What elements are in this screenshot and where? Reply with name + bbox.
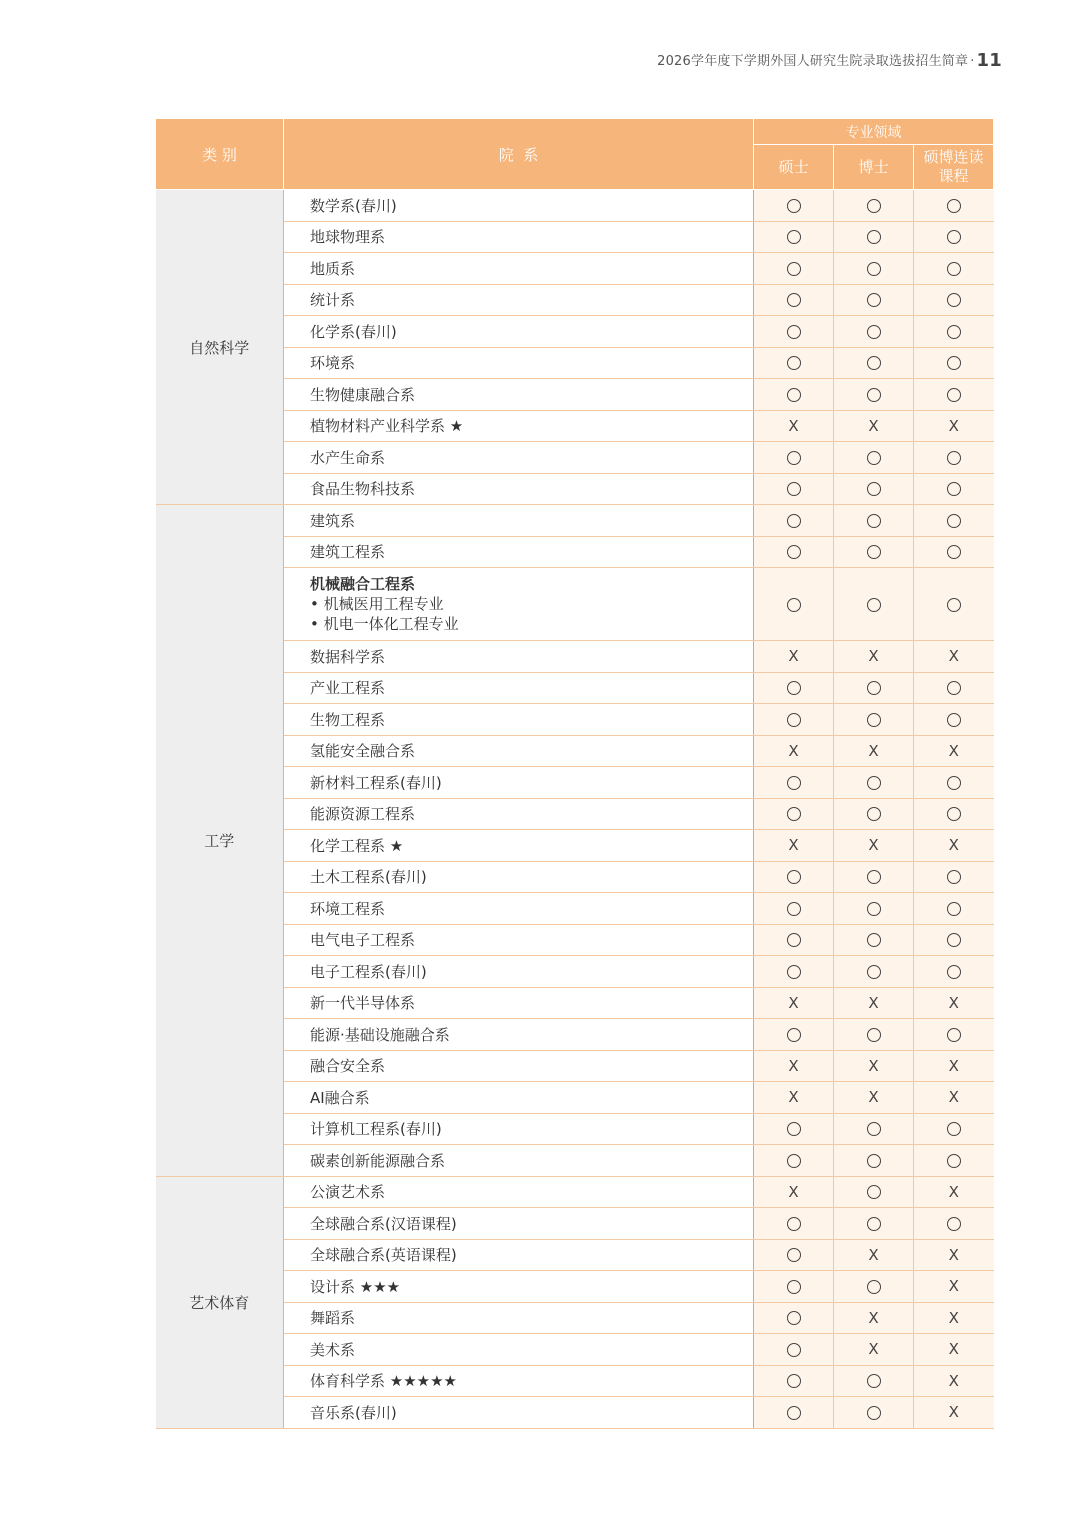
combined-availability — [914, 505, 994, 537]
cross-mark: X — [788, 993, 799, 1012]
master-availability — [754, 221, 834, 253]
cross-mark: X — [948, 1245, 959, 1264]
master-availability — [754, 1271, 834, 1303]
doctor-availability — [834, 1019, 914, 1051]
cross-mark: X — [948, 1088, 959, 1107]
table-row — [156, 1176, 994, 1208]
doctor-availability — [834, 1208, 914, 1240]
circle-mark-icon — [867, 545, 881, 559]
major-item: • 机械医用工程专业 — [310, 595, 444, 613]
cross-mark: X — [948, 1277, 959, 1296]
circle-mark-icon — [787, 902, 801, 916]
circle-mark-icon — [867, 1185, 881, 1199]
department-cell: 能源资源工程系 — [284, 798, 754, 830]
combined-availability — [914, 1082, 994, 1114]
circle-mark-icon — [947, 388, 961, 402]
cross-mark: X — [788, 836, 799, 855]
cross-mark: X — [788, 1088, 799, 1107]
master-availability — [754, 253, 834, 285]
department-cell: 统计系 — [284, 284, 754, 316]
document-title: 2026学年度下学期外国人研究生院录取选拔招生简章 — [657, 54, 969, 69]
combined-availability — [914, 1176, 994, 1208]
cross-mark: X — [948, 416, 959, 435]
department-cell: 设计系 ★★★ — [284, 1271, 754, 1303]
combined-availability — [914, 316, 994, 348]
circle-mark-icon — [947, 356, 961, 370]
circle-mark-icon — [867, 482, 881, 496]
circle-mark-icon — [867, 293, 881, 307]
cross-mark: X — [948, 741, 959, 760]
master-availability — [754, 1145, 834, 1177]
master-availability — [754, 284, 834, 316]
department-cell: 新一代半导体系 — [284, 987, 754, 1019]
master-availability — [754, 1397, 834, 1429]
doctor-availability — [834, 473, 914, 505]
combined-availability — [914, 1365, 994, 1397]
circle-mark-icon — [787, 598, 801, 612]
combined-availability — [914, 1145, 994, 1177]
circle-mark-icon — [867, 388, 881, 402]
circle-mark-icon — [787, 451, 801, 465]
combined-availability — [914, 473, 994, 505]
department-cell: 新材料工程系(春川) — [284, 767, 754, 799]
circle-mark-icon — [787, 1217, 801, 1231]
cross-mark: X — [948, 1340, 959, 1359]
circle-mark-icon — [787, 965, 801, 979]
doctor-availability — [834, 1365, 914, 1397]
circle-mark-icon — [947, 1028, 961, 1042]
doctor-availability — [834, 1271, 914, 1303]
circle-mark-icon — [867, 807, 881, 821]
category-cell: 自然科学 — [156, 190, 284, 505]
circle-mark-icon — [787, 1343, 801, 1357]
page-number: 11 — [976, 50, 1002, 71]
circle-mark-icon — [787, 514, 801, 528]
circle-mark-icon — [947, 933, 961, 947]
department-cell: 环境系 — [284, 347, 754, 379]
circle-mark-icon — [787, 482, 801, 496]
master-availability — [754, 442, 834, 474]
combined-availability — [914, 442, 994, 474]
cross-mark: X — [868, 1056, 879, 1075]
circle-mark-icon — [867, 1406, 881, 1420]
circle-mark-icon — [787, 807, 801, 821]
doctor-availability — [834, 316, 914, 348]
doctor-availability — [834, 1239, 914, 1271]
circle-mark-icon — [867, 356, 881, 370]
master-availability — [754, 924, 834, 956]
department-cell: 建筑工程系 — [284, 536, 754, 568]
department-cell: 化学工程系 ★ — [284, 830, 754, 862]
doctor-availability — [834, 1145, 914, 1177]
circle-mark-icon — [787, 262, 801, 276]
circle-mark-icon — [867, 870, 881, 884]
doctor-availability — [834, 641, 914, 673]
page-header — [657, 50, 1002, 71]
circle-mark-icon — [787, 1406, 801, 1420]
circle-mark-icon — [947, 293, 961, 307]
circle-mark-icon — [787, 1311, 801, 1325]
circle-mark-icon — [867, 1217, 881, 1231]
master-availability — [754, 956, 834, 988]
doctor-availability — [834, 505, 914, 537]
cross-mark: X — [868, 416, 879, 435]
doctor-availability — [834, 536, 914, 568]
department-cell: 土木工程系(春川) — [284, 861, 754, 893]
department-cell: 全球融合系(汉语课程) — [284, 1208, 754, 1240]
department-cell: 电气电子工程系 — [284, 924, 754, 956]
doctor-availability — [834, 735, 914, 767]
doctor-availability — [834, 1176, 914, 1208]
department-cell: 音乐系(春川) — [284, 1397, 754, 1429]
department-cell: 碳素创新能源融合系 — [284, 1145, 754, 1177]
master-availability — [754, 379, 834, 411]
master-availability — [754, 893, 834, 925]
master-availability — [754, 1113, 834, 1145]
circle-mark-icon — [947, 1217, 961, 1231]
master-availability — [754, 987, 834, 1019]
master-availability — [754, 410, 834, 442]
master-availability — [754, 1050, 834, 1082]
doctor-availability — [834, 672, 914, 704]
combined-column-header: 硕博连读 课程 — [914, 145, 994, 190]
doctor-availability — [834, 410, 914, 442]
circle-mark-icon — [947, 545, 961, 559]
department-cell: 氢能安全融合系 — [284, 735, 754, 767]
doctor-column-header: 博士 — [834, 145, 914, 190]
circle-mark-icon — [867, 1280, 881, 1294]
doctor-availability — [834, 924, 914, 956]
circle-mark-icon — [947, 1154, 961, 1168]
cross-mark: X — [948, 1182, 959, 1201]
cross-mark: X — [948, 836, 959, 855]
department-cell: 全球融合系(英语课程) — [284, 1239, 754, 1271]
master-availability — [754, 1208, 834, 1240]
combined-availability — [914, 672, 994, 704]
field-group-header: 专业领域 — [754, 119, 994, 145]
combined-availability — [914, 1050, 994, 1082]
doctor-availability — [834, 1082, 914, 1114]
circle-mark-icon — [787, 1028, 801, 1042]
master-availability — [754, 473, 834, 505]
table-row — [156, 505, 994, 537]
department-column-header: 院 系 — [284, 119, 754, 190]
circle-mark-icon — [947, 681, 961, 695]
circle-mark-icon — [947, 262, 961, 276]
combined-availability — [914, 253, 994, 285]
doctor-availability — [834, 379, 914, 411]
department-cell: 数学系(春川) — [284, 190, 754, 222]
department-cell: 舞蹈系 — [284, 1302, 754, 1334]
department-cell: 水产生命系 — [284, 442, 754, 474]
circle-mark-icon — [947, 1122, 961, 1136]
master-availability — [754, 767, 834, 799]
department-cell: 地球物理系 — [284, 221, 754, 253]
department-cell — [284, 568, 754, 641]
master-availability — [754, 1019, 834, 1051]
department-cell: 食品生物科技系 — [284, 473, 754, 505]
master-availability — [754, 798, 834, 830]
cross-mark: X — [868, 647, 879, 666]
department-cell: 建筑系 — [284, 505, 754, 537]
combined-availability — [914, 861, 994, 893]
circle-mark-icon — [947, 807, 961, 821]
doctor-availability — [834, 1397, 914, 1429]
combined-availability — [914, 767, 994, 799]
cross-mark: X — [788, 741, 799, 760]
circle-mark-icon — [867, 1028, 881, 1042]
combined-availability — [914, 1239, 994, 1271]
doctor-availability — [834, 1050, 914, 1082]
master-availability — [754, 641, 834, 673]
doctor-availability — [834, 798, 914, 830]
circle-mark-icon — [787, 776, 801, 790]
circle-mark-icon — [947, 230, 961, 244]
combined-availability — [914, 1208, 994, 1240]
combined-availability — [914, 410, 994, 442]
combined-availability — [914, 924, 994, 956]
department-cell: 计算机工程系(春川) — [284, 1113, 754, 1145]
combined-availability — [914, 1397, 994, 1429]
circle-mark-icon — [787, 325, 801, 339]
doctor-availability — [834, 190, 914, 222]
category-cell: 工学 — [156, 505, 284, 1177]
circle-mark-icon — [787, 1280, 801, 1294]
circle-mark-icon — [947, 870, 961, 884]
master-availability — [754, 672, 834, 704]
department-cell: 公演艺术系 — [284, 1176, 754, 1208]
doctor-availability — [834, 221, 914, 253]
master-availability — [754, 347, 834, 379]
circle-mark-icon — [867, 965, 881, 979]
combined-availability — [914, 221, 994, 253]
circle-mark-icon — [867, 325, 881, 339]
circle-mark-icon — [947, 902, 961, 916]
table-row — [156, 190, 994, 222]
doctor-availability — [834, 830, 914, 862]
combined-availability — [914, 1271, 994, 1303]
master-availability — [754, 316, 834, 348]
master-availability — [754, 1239, 834, 1271]
master-availability — [754, 1176, 834, 1208]
combined-availability — [914, 379, 994, 411]
circle-mark-icon — [787, 388, 801, 402]
doctor-availability — [834, 987, 914, 1019]
doctor-availability — [834, 442, 914, 474]
combined-availability — [914, 347, 994, 379]
circle-mark-icon — [947, 482, 961, 496]
category-column-header: 类 别 — [156, 119, 284, 190]
master-availability — [754, 1082, 834, 1114]
combined-availability — [914, 190, 994, 222]
department-cell: 化学系(春川) — [284, 316, 754, 348]
circle-mark-icon — [787, 293, 801, 307]
circle-mark-icon — [947, 514, 961, 528]
circle-mark-icon — [787, 1374, 801, 1388]
circle-mark-icon — [867, 514, 881, 528]
doctor-availability — [834, 1334, 914, 1366]
cross-mark: X — [868, 1245, 879, 1264]
combined-availability — [914, 284, 994, 316]
cross-mark: X — [948, 993, 959, 1012]
department-cell: 体育科学系 ★★★★★ — [284, 1365, 754, 1397]
circle-mark-icon — [787, 713, 801, 727]
cross-mark: X — [868, 741, 879, 760]
circle-mark-icon — [867, 230, 881, 244]
doctor-availability — [834, 956, 914, 988]
cross-mark: X — [948, 1056, 959, 1075]
circle-mark-icon — [867, 933, 881, 947]
department-cell: 电子工程系(春川) — [284, 956, 754, 988]
circle-mark-icon — [867, 1374, 881, 1388]
circle-mark-icon — [867, 713, 881, 727]
doctor-availability — [834, 893, 914, 925]
combined-availability — [914, 956, 994, 988]
master-availability — [754, 861, 834, 893]
circle-mark-icon — [947, 325, 961, 339]
department-cell: 美术系 — [284, 1334, 754, 1366]
combined-availability — [914, 704, 994, 736]
cross-mark: X — [868, 1308, 879, 1327]
department-cell: 生物健康融合系 — [284, 379, 754, 411]
circle-mark-icon — [867, 451, 881, 465]
circle-mark-icon — [867, 1154, 881, 1168]
combined-availability — [914, 641, 994, 673]
cross-mark: X — [948, 647, 959, 666]
cross-mark: X — [948, 1308, 959, 1327]
master-availability — [754, 505, 834, 537]
master-availability — [754, 704, 834, 736]
major-item: • 机电一体化工程专业 — [310, 615, 459, 633]
circle-mark-icon — [947, 713, 961, 727]
circle-mark-icon — [787, 230, 801, 244]
circle-mark-icon — [947, 451, 961, 465]
combined-availability — [914, 893, 994, 925]
department-cell: 植物材料产业科学系 ★ — [284, 410, 754, 442]
combined-availability — [914, 1113, 994, 1145]
doctor-availability — [834, 767, 914, 799]
combined-availability — [914, 987, 994, 1019]
combined-availability — [914, 536, 994, 568]
circle-mark-icon — [787, 870, 801, 884]
circle-mark-icon — [867, 199, 881, 213]
circle-mark-icon — [947, 965, 961, 979]
doctor-availability — [834, 253, 914, 285]
department-cell: AI融合系 — [284, 1082, 754, 1114]
circle-mark-icon — [787, 681, 801, 695]
doctor-availability — [834, 347, 914, 379]
circle-mark-icon — [787, 1248, 801, 1262]
circle-mark-icon — [947, 776, 961, 790]
department-cell: 能源·基础设施融合系 — [284, 1019, 754, 1051]
department-cell: 产业工程系 — [284, 672, 754, 704]
master-availability — [754, 190, 834, 222]
master-availability — [754, 735, 834, 767]
circle-mark-icon — [867, 776, 881, 790]
cross-mark: X — [868, 836, 879, 855]
doctor-availability — [834, 284, 914, 316]
circle-mark-icon — [947, 199, 961, 213]
circle-mark-icon — [867, 681, 881, 695]
department-cell: 环境工程系 — [284, 893, 754, 925]
category-cell: 艺术体育 — [156, 1176, 284, 1428]
doctor-availability — [834, 1113, 914, 1145]
doctor-availability — [834, 568, 914, 641]
cross-mark: X — [868, 993, 879, 1012]
circle-mark-icon — [867, 598, 881, 612]
cross-mark: X — [788, 1056, 799, 1075]
department-cell: 数据科学系 — [284, 641, 754, 673]
doctor-availability — [834, 704, 914, 736]
master-availability — [754, 568, 834, 641]
combined-availability — [914, 1302, 994, 1334]
circle-mark-icon — [787, 933, 801, 947]
circle-mark-icon — [787, 199, 801, 213]
combined-availability — [914, 735, 994, 767]
department-cell: 融合安全系 — [284, 1050, 754, 1082]
department-cell: 生物工程系 — [284, 704, 754, 736]
master-column-header: 硕士 — [754, 145, 834, 190]
cross-mark: X — [788, 647, 799, 666]
cross-mark: X — [948, 1403, 959, 1422]
department-name: 机械融合工程系 — [310, 575, 416, 593]
cross-mark: X — [948, 1371, 959, 1390]
circle-mark-icon — [867, 902, 881, 916]
cross-mark: X — [868, 1340, 879, 1359]
combined-availability — [914, 798, 994, 830]
circle-mark-icon — [787, 1154, 801, 1168]
master-availability — [754, 1365, 834, 1397]
combined-availability — [914, 1334, 994, 1366]
program-table — [155, 118, 994, 1429]
department-cell: 地质系 — [284, 253, 754, 285]
circle-mark-icon — [867, 262, 881, 276]
cross-mark: X — [788, 1182, 799, 1201]
combined-availability — [914, 830, 994, 862]
cross-mark: X — [788, 416, 799, 435]
master-availability — [754, 1334, 834, 1366]
doctor-availability — [834, 1302, 914, 1334]
circle-mark-icon — [787, 1122, 801, 1136]
circle-mark-icon — [867, 1122, 881, 1136]
master-availability — [754, 536, 834, 568]
master-availability — [754, 830, 834, 862]
doctor-availability — [834, 861, 914, 893]
circle-mark-icon — [787, 545, 801, 559]
header-separator: · — [970, 54, 975, 69]
circle-mark-icon — [947, 598, 961, 612]
master-availability — [754, 1302, 834, 1334]
combined-availability — [914, 568, 994, 641]
circle-mark-icon — [787, 356, 801, 370]
combined-availability — [914, 1019, 994, 1051]
cross-mark: X — [868, 1088, 879, 1107]
